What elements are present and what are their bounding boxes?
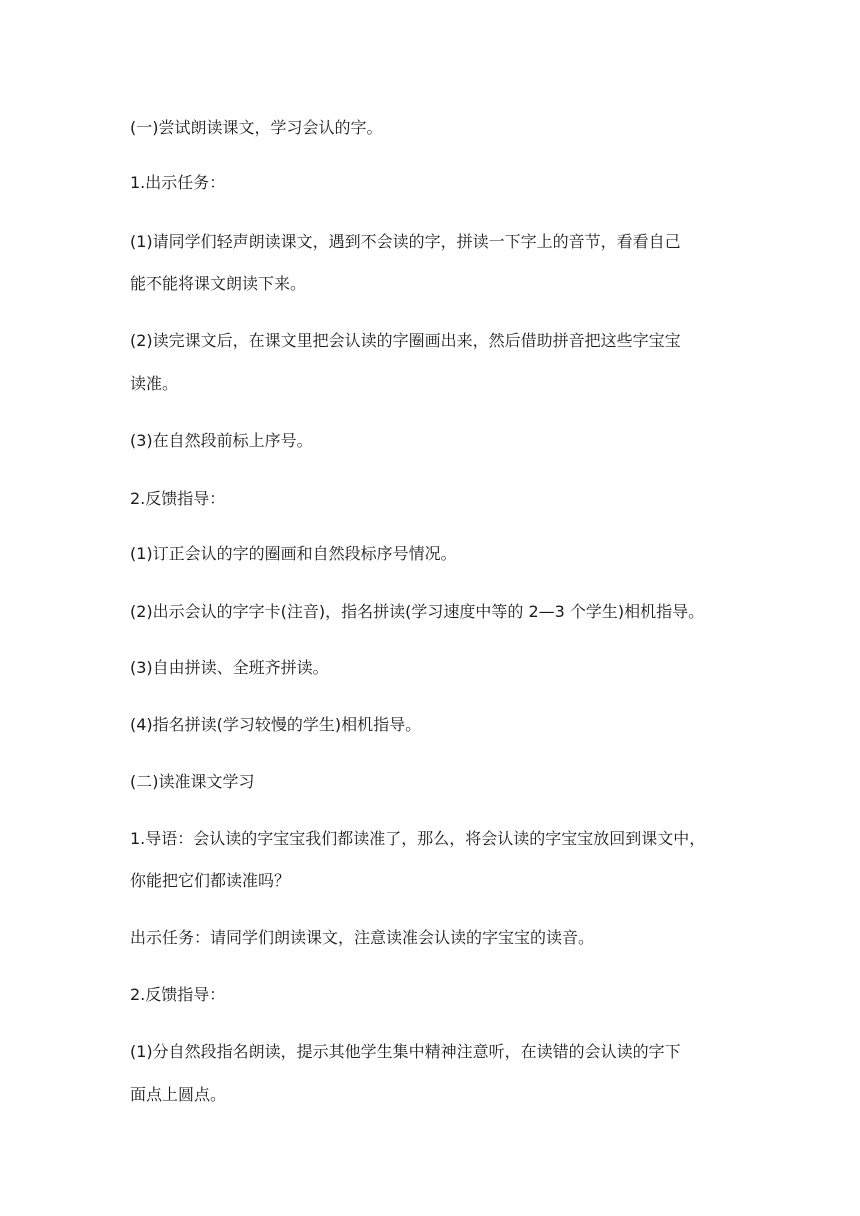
paragraph-line: (2)出示会认的字字卡(注音)，指名拼读(学习速度中等的 2—3 个学生)相机指导。 — [130, 602, 705, 621]
paragraph-line: 1.导语：会认读的字宝宝我们都读准了，那么，将会认读的字宝宝放回到课文中， — [130, 829, 706, 848]
section-heading-2: (二)读准课文学习 — [130, 772, 255, 791]
step-heading: 2.反馈指导： — [130, 985, 226, 1004]
paragraph-line: 读准。 — [130, 374, 179, 393]
section-heading-1: (一)尝试朗读课文，学习会认的字。 — [130, 118, 383, 137]
paragraph-line: (1)订正会认的字的圈画和自然段标序号情况。 — [130, 544, 457, 563]
paragraph-line: 面点上圆点。 — [130, 1085, 227, 1104]
paragraph-line: 能不能将课文朗读下来。 — [130, 274, 307, 293]
paragraph-line: (4)指名拼读(学习较慢的学生)相机指导。 — [130, 715, 422, 734]
step-heading: 2.反馈指导： — [130, 489, 226, 508]
step-heading: 1.出示任务： — [130, 173, 226, 192]
paragraph-line: 出示任务：请同学们朗读课文，注意读准会认读的字宝宝的读音。 — [130, 928, 595, 947]
paragraph-line: (3)在自然段前标上序号。 — [130, 431, 313, 450]
paragraph-line: (1)请同学们轻声朗读课文，遇到不会读的字，拼读一下字上的音节，看看自己 — [130, 232, 681, 251]
paragraph-line: 你能把它们都读准吗？ — [130, 871, 291, 890]
paragraph-line: (2)读完课文后，在课文里把会认读的字圈画出来，然后借助拼音把这些字宝宝 — [130, 331, 681, 350]
paragraph-line: (1)分自然段指名朗读，提示其他学生集中精神注意听，在读错的会认读的字下 — [130, 1042, 681, 1061]
paragraph-line: (3)自由拼读、全班齐拼读。 — [130, 658, 329, 677]
